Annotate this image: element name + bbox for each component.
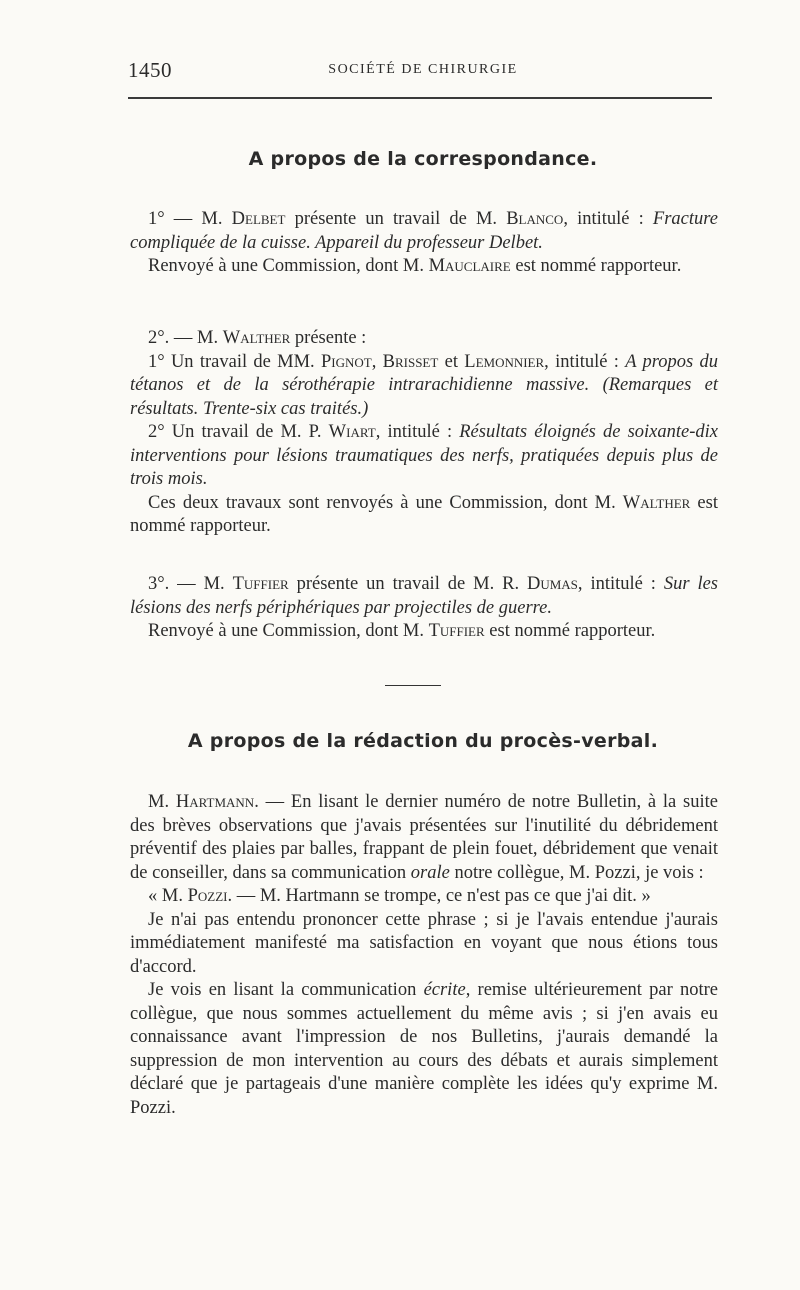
minutes-paragraph-3: Je n'ai pas entendu prononcer cette phrase ; si je l'avais entendue j'aurais immédiatement manifesté ma satisfaction en voyant que nous étions tous d'accord. xyxy=(130,909,718,977)
minutes-body xyxy=(130,791,718,1120)
item-2-sub-2-title: Résultats éloignés de soixante-dix interventions pour lésions traumatiques des nerfs, pratiquées depuis plus de trois mois. xyxy=(130,422,718,489)
item-2-sub-1-title: A propos du tétanos et de la sérothérapie intrarachidienne massive. (Remarques et résultats. Trente-six cas traités.) xyxy=(130,351,718,419)
journal-title: SOCIÉTÉ DE CHIRURGIE xyxy=(328,62,518,77)
header-rule xyxy=(128,97,712,99)
item-2-intro: 2°. — M. Walther présente : xyxy=(148,328,367,348)
correspondence-item-2 xyxy=(130,327,718,539)
item-3-title: Sur les lésions des nerfs périphériques par projectiles de guerre. xyxy=(130,574,719,618)
correspondence-item-1 xyxy=(130,208,718,279)
section-separator-rule xyxy=(385,685,441,686)
item-3-text: 3°. — M. Tuffier présente un travail de M. R. Dumas, intitulé : Sur les lésions des nerfs périphériques par projectiles de guerre. xyxy=(130,574,719,618)
item-2-sub-2: 2° Un travail de M. P. Wiart, intitulé : Résultats éloignés de soixante-dix interventions pour lésions traumatiques des nerfs, pratiquées depuis plus de trois mois. xyxy=(130,422,718,489)
item-1-referral: Renvoyé à une Commission, dont M. Mauclaire est nommé rapporteur. xyxy=(148,256,682,276)
minutes-paragraph-2: « M. Pozzi. — M. Hartmann se trompe, ce n'est pas ce que j'ai dit. » xyxy=(148,886,651,906)
item-1-text: 1° — M. Delbet présente un travail de M. Blanco, intitulé : Fracture compliquée de la cuisse. Appareil du professeur Delbet. xyxy=(130,209,718,253)
section-heading-minutes: A propos de la rédaction du procès-verbal. xyxy=(187,730,659,752)
running-head xyxy=(128,58,718,86)
correspondence-item-3 xyxy=(130,573,718,644)
minutes-paragraph-1: M. Hartmann. — En lisant le dernier numéro de notre Bulletin, à la suite des brèves observations que j'avais présentées sur l'inutilité du débridement préventif des plaies par balles, frappant de plein fouet, débridement que venait de conseiller, dans sa communication orale notre collègue, M. Pozzi, je vois : xyxy=(130,792,718,883)
item-2-referral: Ces deux travaux sont renvoyés à une Commission, dont M. Walther est nommé rapporteur. xyxy=(130,492,718,536)
section-heading-correspondence: A propos de la correspondance. xyxy=(248,148,598,170)
page-number: 1450 xyxy=(128,58,172,82)
minutes-paragraph-4: Je vois en lisant la communication écrite, remise ultérieurement par notre collègue, que nous sommes actuellement du même avis ; si j'en avais eu connaissance avant l'impression de nos Bulletins, j'aurais demandé la suppression de mon intervention au cours des débats et aurais simplement déclaré que je partageais d'une manière complète les idées qu'y exprime M. Pozzi. xyxy=(130,980,719,1118)
item-2-sub-1: 1° Un travail de MM. Pignot, Brisset et Lemonnier, intitulé : A propos du tétanos et de la sérothérapie intrarachidienne massive. (Remarques et résultats. Trente-six cas traités.) xyxy=(130,351,718,419)
item-3-referral: Renvoyé à une Commission, dont M. Tuffier est nommé rapporteur. xyxy=(148,621,656,641)
item-1-title: Fracture compliquée de la cuisse. Appareil du professeur Delbet. xyxy=(130,209,718,253)
